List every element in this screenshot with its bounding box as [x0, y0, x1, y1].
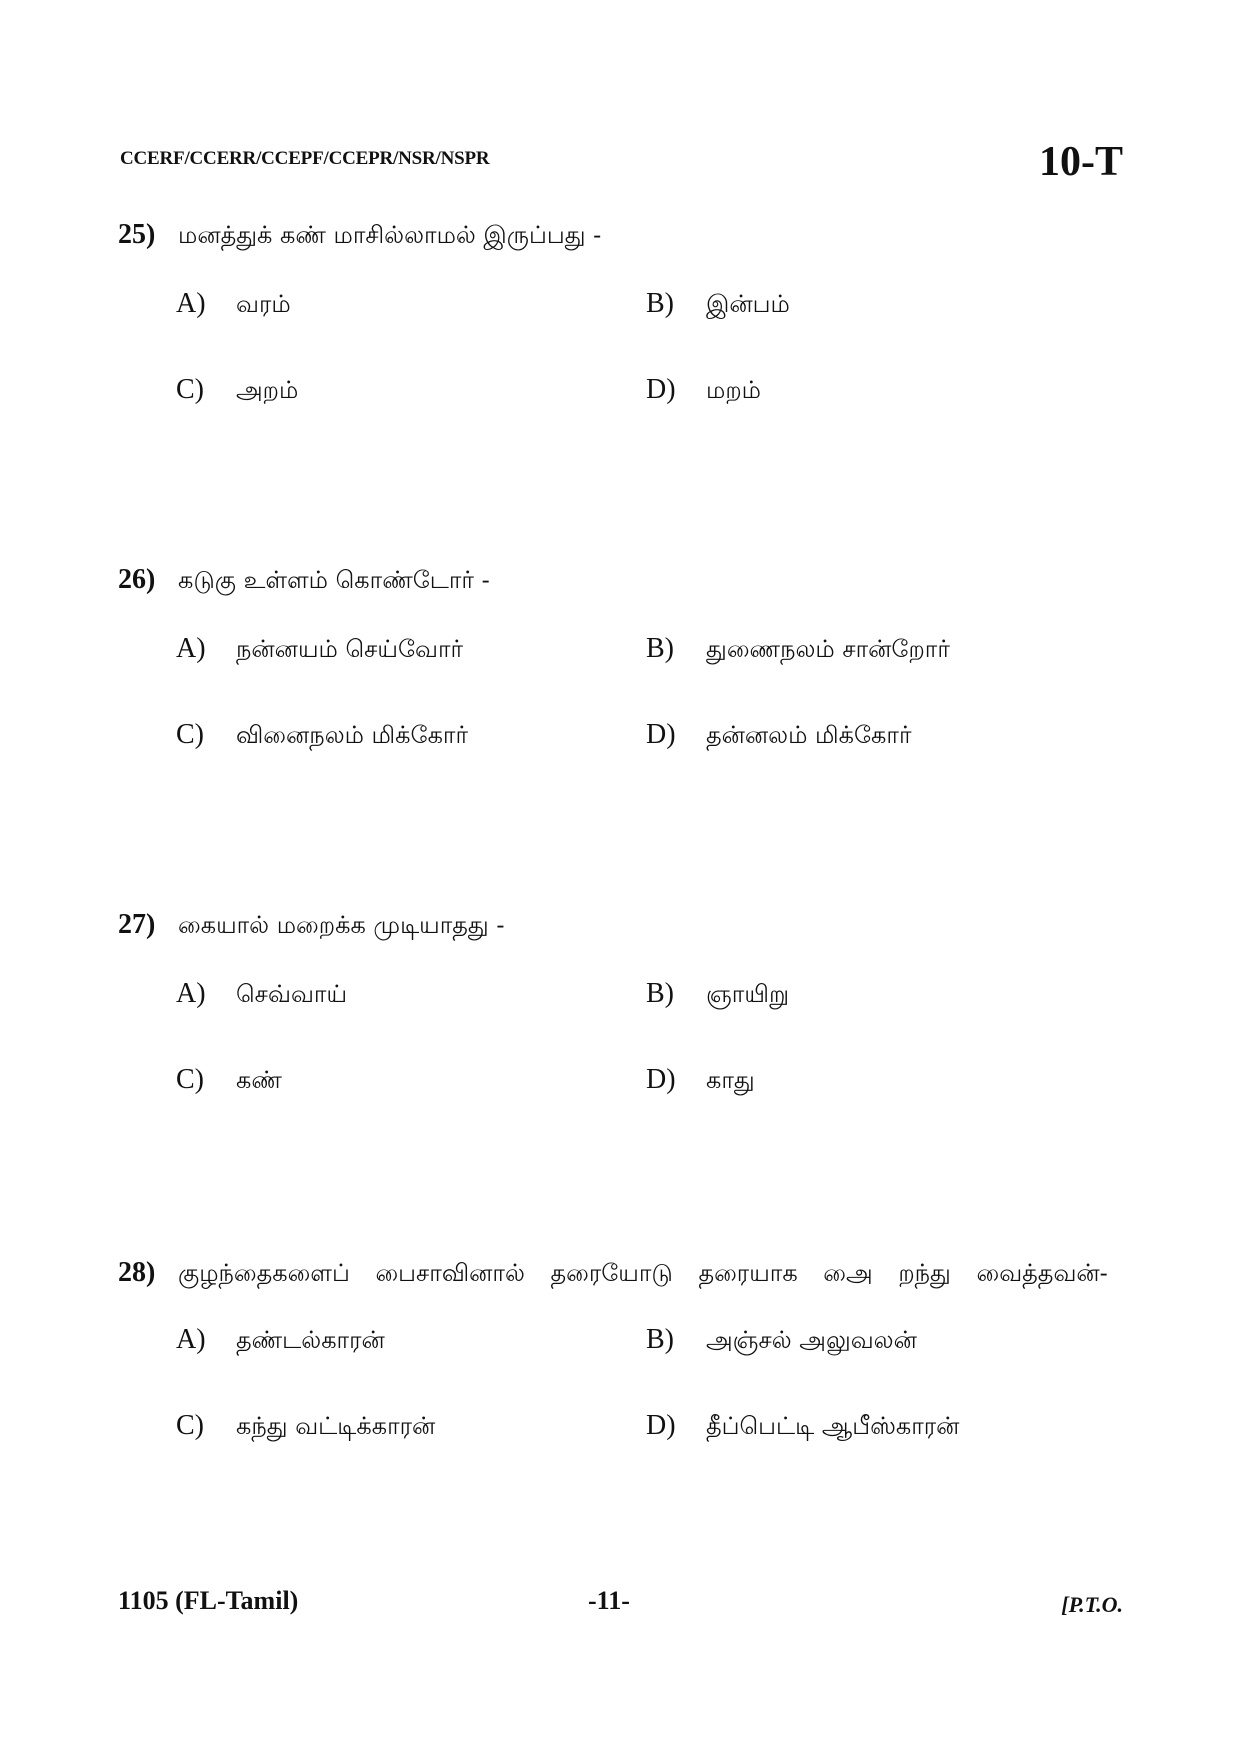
- option-a: [176, 978, 347, 1011]
- option-text: அறம்: [236, 376, 299, 404]
- option-label: C): [176, 719, 204, 750]
- option-label: A): [176, 288, 206, 319]
- option-text: காது: [706, 1066, 755, 1094]
- option-a: [176, 288, 291, 321]
- option-label: D): [646, 374, 676, 405]
- option-d: [646, 1410, 959, 1443]
- option-text: செவ்வாய்: [236, 980, 348, 1008]
- option-c: [176, 1410, 435, 1443]
- question-text: குழந்தைகளைப் பைசாவினால் தரையோடு தரையாக அை றந்து வைத்தவன்-: [178, 1259, 1108, 1287]
- option-label: B): [646, 288, 674, 319]
- booklet-code: 1105 (FL-Tamil): [118, 1586, 299, 1615]
- option-label: B): [646, 1324, 674, 1355]
- option-label: B): [646, 633, 674, 664]
- question-28: [118, 1248, 1124, 1494]
- option-label: C): [176, 1064, 204, 1095]
- option-label: C): [176, 1410, 204, 1441]
- option-b: [646, 633, 950, 666]
- option-b: [646, 978, 789, 1011]
- question-text: மனத்துக் கண் மாசில்லாமல் இருப்பது -: [178, 221, 602, 249]
- option-label: A): [176, 978, 206, 1009]
- option-text: ஞாயிறு: [706, 980, 790, 1008]
- option-label: C): [176, 374, 204, 405]
- option-c: [176, 1064, 282, 1097]
- option-text: கந்து வட்டிக்காரன்: [236, 1412, 436, 1440]
- option-text: தண்டல்காரன்: [236, 1326, 385, 1354]
- option-label: A): [176, 1324, 206, 1355]
- option-text: தீப்பெட்டி ஆபீஸ்காரன்: [706, 1412, 960, 1440]
- exam-code: CCERF/CCERR/CCEPF/CCEPR/NSR/NSPR: [120, 148, 490, 169]
- option-text: மறம்: [706, 376, 761, 404]
- paper-code: 10-T: [1039, 139, 1123, 185]
- question-26: [118, 555, 1124, 803]
- option-label: D): [646, 1064, 676, 1095]
- question-27: [118, 900, 1124, 1148]
- question-number: 28): [118, 1257, 156, 1288]
- pto-note: [P.T.O.: [1061, 1592, 1123, 1617]
- question-25: [118, 210, 1124, 458]
- option-text: கண்: [236, 1066, 282, 1094]
- question-text: கையால் மறைக்க முடியாதது -: [178, 911, 505, 939]
- option-d: [646, 719, 912, 752]
- option-text: துணைநலம் சான்றோர்: [706, 635, 950, 663]
- option-text: வரம்: [236, 290, 291, 318]
- question-number: 27): [118, 909, 156, 940]
- option-label: A): [176, 633, 206, 664]
- option-c: [176, 719, 468, 752]
- question-number: 26): [118, 564, 156, 595]
- option-text: தன்னலம் மிக்கோர்: [706, 721, 912, 749]
- option-a: [176, 633, 463, 666]
- question-number: 25): [118, 219, 156, 250]
- option-c: [176, 374, 298, 407]
- page-number: -11-: [588, 1586, 630, 1615]
- option-text: அஞ்சல் அலுவலன்: [706, 1326, 917, 1354]
- option-label: D): [646, 719, 676, 750]
- option-a: [176, 1324, 385, 1357]
- option-text: வினைநலம் மிக்கோர்: [236, 721, 468, 749]
- option-text: இன்பம்: [706, 290, 790, 318]
- option-b: [646, 288, 790, 321]
- option-text: நன்னயம் செய்வோர்: [236, 635, 464, 663]
- option-d: [646, 1064, 755, 1097]
- option-d: [646, 374, 761, 407]
- option-label: D): [646, 1410, 676, 1441]
- option-b: [646, 1324, 917, 1357]
- option-label: B): [646, 978, 674, 1009]
- question-text: கடுகு உள்ளம் கொண்டோர் -: [178, 566, 490, 594]
